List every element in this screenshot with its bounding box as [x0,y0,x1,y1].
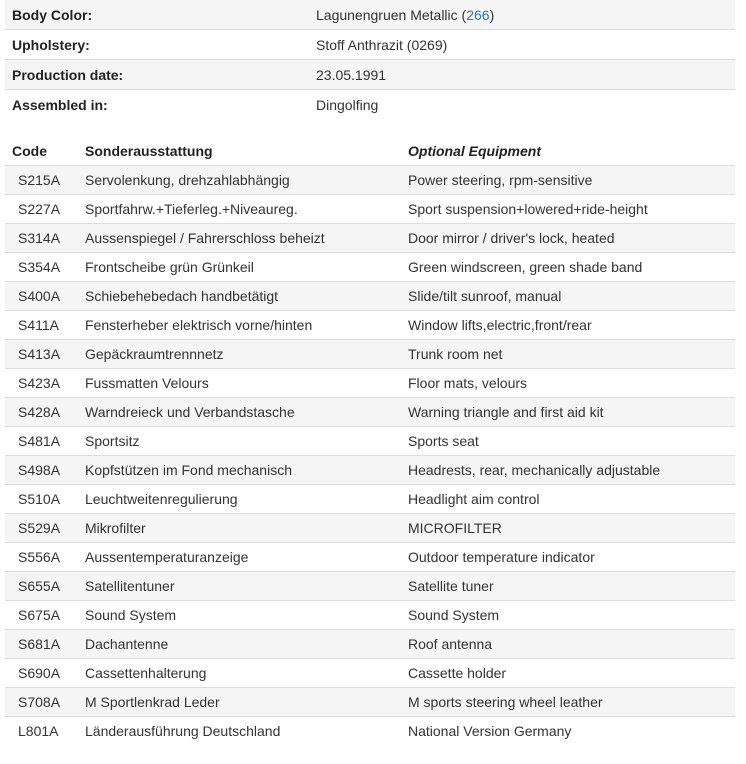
option-english: Slide/tilt sunroof, manual [401,282,735,311]
table-row [5,166,735,195]
option-english: MICROFILTER [401,514,735,543]
option-code: S708A [5,688,78,717]
table-row [5,485,735,514]
table-row [5,514,735,543]
option-german: Sportsitz [78,427,401,456]
option-german: Satellitentuner [78,572,401,601]
info-row-production-date [5,60,735,90]
option-german: Sound System [78,601,401,630]
option-code: S215A [5,166,78,195]
option-code: S675A [5,601,78,630]
production-date-value: 23.05.1991 [309,60,735,90]
option-code: S411A [5,311,78,340]
option-german: Gepäckraumtrennnetz [78,340,401,369]
option-english: Trunk room net [401,340,735,369]
option-german: Fensterheber elektrisch vorne/hinten [78,311,401,340]
table-row [5,427,735,456]
option-english: Roof antenna [401,630,735,659]
option-german: Warndreieck und Verbandstasche [78,398,401,427]
table-row [5,311,735,340]
production-date-label: Production date: [5,60,309,90]
body-color-code-link[interactable]: 266 [466,6,490,23]
option-english: M sports steering wheel leather [401,688,735,717]
option-german: Länderausführung Deutschland [85,723,281,739]
option-english: Cassette holder [401,659,735,688]
option-english: Headlight aim control [401,485,735,514]
table-row [5,456,735,485]
option-german: Sportfahrw.+Tieferleg.+Niveaureg. [78,195,401,224]
table-row [5,688,735,717]
option-code: S400A [5,282,78,311]
upholstery-value: Stoff Anthrazit (0269) [309,30,735,60]
option-code: S498A [5,456,78,485]
vehicle-info-table [5,0,735,119]
header-code: Code [5,136,78,166]
option-german: Aussentemperaturanzeige [78,543,401,572]
table-row [5,369,735,398]
options-body [5,166,735,746]
table-row [5,601,735,630]
body-color-label: Body Color: [5,0,309,30]
info-row-upholstery [5,30,735,60]
option-german: Fussmatten Velours [78,369,401,398]
option-english: Sound System [401,601,735,630]
body-color-value [309,0,735,30]
option-german: Leuchtweitenregulierung [78,485,401,514]
table-row [5,253,735,282]
assembled-in-label: Assembled in: [12,96,108,113]
table-row [5,543,735,572]
option-german: Cassettenhalterung [78,659,401,688]
option-german: Dachantenne [78,630,401,659]
option-german: Frontscheibe grün Grünkeil [78,253,401,282]
table-row [5,195,735,224]
option-german: M Sportlenkrad Leder [78,688,401,717]
options-table [5,136,735,745]
body-color-name: Lagunengruen Metallic ( [316,6,467,23]
option-german: Kopfstützen im Fond mechanisch [78,456,401,485]
table-row [5,630,735,659]
upholstery-label: Upholstery: [5,30,309,60]
option-code: S510A [5,485,78,514]
info-row-body-color [5,0,735,30]
option-english: Satellite tuner [401,572,735,601]
table-row [5,659,735,688]
option-english: National Version Germany [408,723,572,739]
assembled-in-value: Dingolfing [316,96,379,113]
option-english: Power steering, rpm-sensitive [401,166,735,195]
table-row [5,398,735,427]
table-row [5,572,735,601]
option-code: S423A [5,369,78,398]
option-code: S314A [5,224,78,253]
info-row-assembled-in [5,90,735,120]
options-header-row [5,136,735,166]
option-english: Floor mats, velours [401,369,735,398]
option-english: Sports seat [401,427,735,456]
header-german: Sonderausstattung [78,136,401,166]
option-code: S681A [5,630,78,659]
table-row [5,282,735,311]
option-code: S413A [5,340,78,369]
table-row [5,340,735,369]
header-english: Optional Equipment [401,136,735,166]
table-row [5,224,735,253]
option-german: Aussenspiegel / Fahrerschloss beheizt [78,224,401,253]
option-english: Green windscreen, green shade band [401,253,735,282]
option-english: Window lifts,electric,front/rear [401,311,735,340]
option-code: S655A [5,572,78,601]
option-english: Headrests, rear, mechanically adjustable [401,456,735,485]
option-german: Mikrofilter [78,514,401,543]
option-code: S428A [5,398,78,427]
option-code: L801A [18,723,59,739]
option-english: Sport suspension+lowered+ride-height [401,195,735,224]
option-german: Schiebehebedach handbetätigt [78,282,401,311]
option-code: S529A [5,514,78,543]
option-code: S227A [5,195,78,224]
table-row [5,717,735,746]
option-english: Warning triangle and first aid kit [401,398,735,427]
option-code: S354A [5,253,78,282]
option-code: S690A [5,659,78,688]
option-german: Servolenkung, drehzahlabhängig [78,166,401,195]
option-english: Door mirror / driver's lock, heated [401,224,735,253]
option-code: S556A [5,543,78,572]
body-color-suffix: ) [489,6,495,23]
option-english: Outdoor temperature indicator [401,543,735,572]
option-code: S481A [5,427,78,456]
